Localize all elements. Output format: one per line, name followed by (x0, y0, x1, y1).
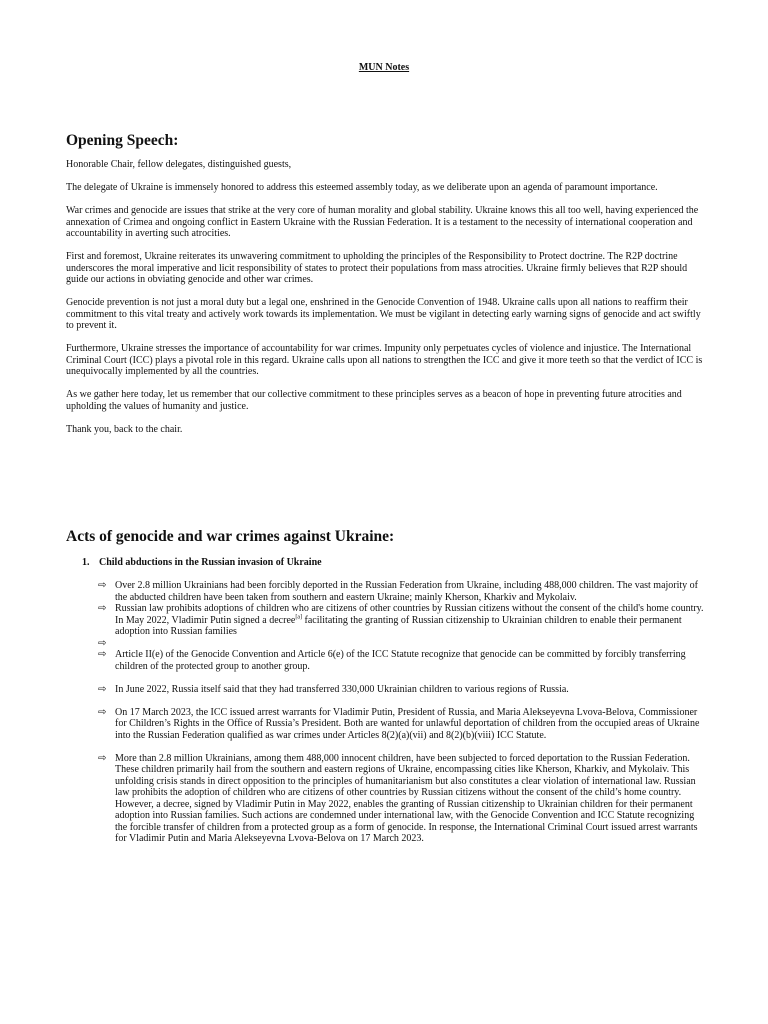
acts-section (66, 528, 706, 845)
footnote-link[interactable]: [a] (295, 614, 303, 621)
opening-speech-heading: Opening Speech: (66, 132, 179, 149)
speech-paragraph: First and foremost, Ukraine reiterates its unwavering commitment to upholding the principles of the Responsibility to Protect doctrine. The R2P doctrine underscores the moral imperative and licit responsibility of states to protect their populations from mass atrocities. Ukraine firmly believes that R2P should guide our actions in obviating genocide and other war crimes. (66, 251, 688, 285)
arrow-bullet-icon: ⇨ (98, 649, 107, 660)
list-item-heading (82, 557, 706, 569)
speech-paragraph: Thank you, back to the chair. (66, 423, 183, 435)
acts-heading: Acts of genocide and war crimes against Ukraine: (66, 528, 395, 545)
bullet-item: ⇨ Russian law prohibits adoptions of children who are citizens of other countries by Russian citizens without the consent of the child's home country. In May 2022, Vladimir Putin signed a decree[a] facilitating the granting of Russian citizenship to Ukrainian children to enable their permanent adoption into Russian families (98, 603, 704, 637)
speech-paragraph: Furthermore, Ukraine stresses the importance of accountability for war crimes. Impunity only perpetuates cycles of violence and injustice. The International Criminal Court (ICC) plays a pivotal role in this regard. Ukraine calls upon all nations to strengthen the ICC and give it more teeth so that the verdict of ICC is unequivocally implemented by all the countries. (66, 343, 703, 377)
arrow-bullet-icon: ⇨ (98, 637, 107, 649)
arrow-bullet-icon: ⇨ (98, 706, 107, 718)
bullet-item: ⇨ Over 2.8 million Ukrainians had been forcibly deported in the Russian Federation from Ukraine, including 488,000 children. The vast majority of the abducted children have been taken from southern and eastern Ukraine; mainly Kherson, Kharkiv and Mykolaiv. (98, 580, 699, 603)
bullet-item: ⇨ Article II(e) of the Genocide Convention and Article 6(e) of the ICC Statute recognize that genocide can be committed by forcibly transferring children of the protected group to another group. (98, 649, 686, 672)
list-item-title: Child abductions in the Russian invasion of Ukraine (99, 557, 322, 568)
bullet-item: ⇨ More than 2.8 million Ukrainians, among them 488,000 innocent children, have been subjected to forced deportation to the Russian Federation. These children primarily hail from the southern and eastern regions of Ukraine, encompassing cities like Kherson, Kharkiv, and Mykolaiv. This unfolding crisis stands in direct opposition to the principles of humanitarianism but also constitutes a clear violation of international law. Russian law prohibits the adoption of children who are citizens of other countries by Russian citizens without the consent of the child’s home country. However, a decree, signed by Vladimir Putin in May 2022, enables the granting of Russian citizenship to Ukrainian children for their permanent adoption into Russian families. Such actions are condemned under international law, with the Genocide Convention and ICC Statute recognizing the forcible transfer of children from a protected group as a form of genocide. In response, the International Criminal Court issued arrest warrants for Vladimir Putin and Maria Alekseyevna Lvova-Belova on 17 March 2023. (98, 752, 698, 844)
bullet-item: ⇨ In June 2022, Russia itself said that they had transferred 330,000 Ukrainian children to various regions of Russia. (98, 683, 569, 695)
speech-paragraph: Honorable Chair, fellow delegates, distinguished guests, (66, 159, 292, 170)
arrow-bullet-icon: ⇨ (98, 752, 107, 764)
bullet-item-empty (98, 638, 706, 650)
speech-paragraph: The delegate of Ukraine is immensely honored to address this esteemed assembly today, as we deliberate upon an agenda of paramount importance. (66, 182, 658, 193)
arrow-bullet-icon: ⇨ (98, 683, 107, 695)
bullet-item: ⇨ On 17 March 2023, the ICC issued arrest warrants for Vladimir Putin, President of Russia, and Maria Alekseyevna Lvova-Belova, Commissioner for Children’s Rights in the Office of Russia’s President. Both are wanted for unlawful deportation of children from the occupied areas of Ukraine into the Russian Federation qualified as war crimes under Articles 8(2)(a)(vii) and 8(2)(b)(viii) ICC Statute. (98, 706, 700, 741)
speech-paragraph: War crimes and genocide are issues that strike at the very core of human morality and global stability. Ukraine knows this all too well, having experienced the annexation of Crimea and ongoing conflict in Eastern Ukraine with the Russian Federation. It is a testament to the necessity of international cooperation and accountability in averting such atrocities. (66, 205, 699, 239)
arrow-bullet-icon: ⇨ (98, 603, 107, 614)
opening-speech-section (66, 132, 706, 447)
speech-paragraph: As we gather here today, let us remember that our collective commitment to these principles serves as a beacon of hope in preventing future atrocities and upholding the values of humanity and justice. (66, 389, 682, 412)
bullet-list (98, 580, 706, 845)
list-item-number: 1. (82, 557, 90, 568)
speech-paragraph: Genocide prevention is not just a moral duty but a legal one, enshrined in the Genocide Convention of 1948. Ukraine calls upon all nations to reaffirm their commitment to this vital treaty and actively work towards its implementation. We must be vigilant in detecting early warning signs of genocide and act swiftly to prevent it. (66, 297, 701, 331)
arrow-bullet-icon: ⇨ (98, 580, 107, 591)
document-title: MUN Notes (358, 62, 410, 73)
